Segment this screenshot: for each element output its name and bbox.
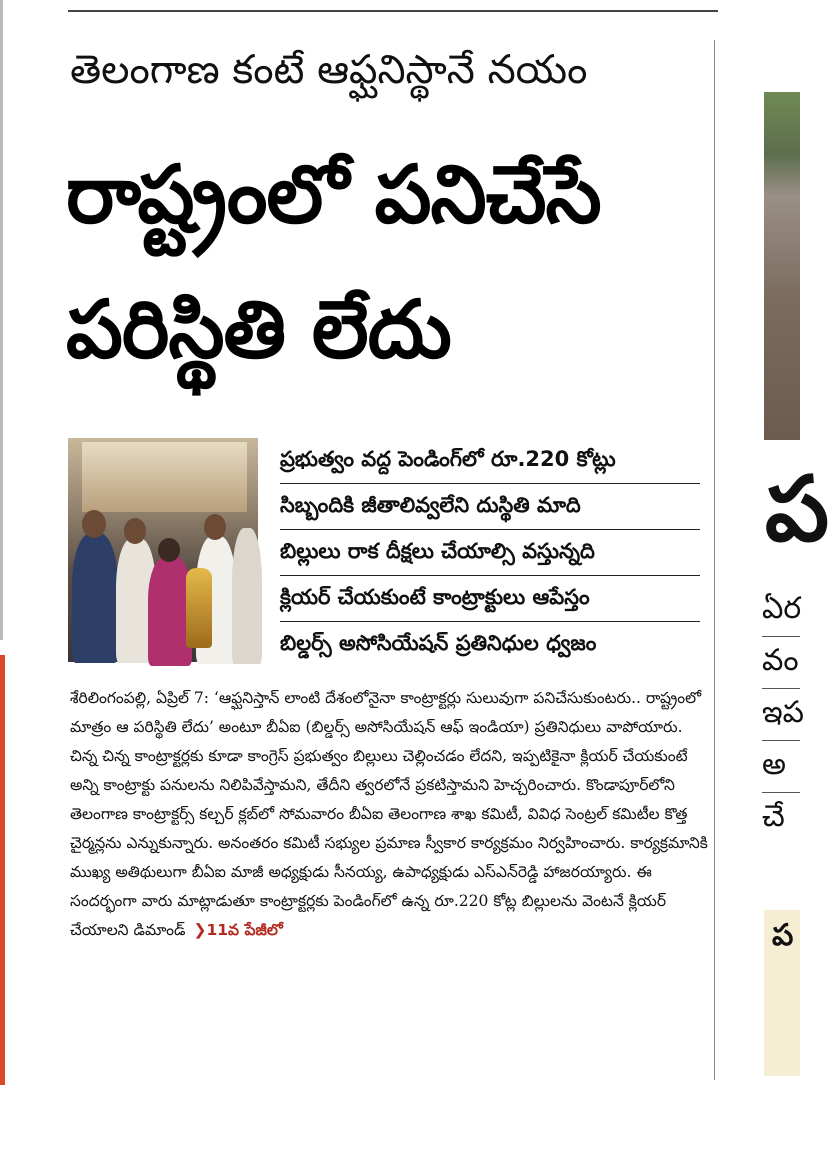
highlight-line: బిల్లులు రాక దీక్షలు చేయాల్సి వస్తున్నది	[280, 530, 700, 576]
person-figure	[232, 528, 262, 664]
adjacent-boxed-text	[764, 910, 800, 1076]
event-banner	[82, 442, 247, 512]
person-head	[82, 510, 106, 538]
left-accent-strip	[0, 655, 5, 1085]
person-head	[124, 518, 146, 544]
adjacent-highlights	[762, 585, 804, 844]
article-text: శేరిలింగంపల్లి, ఏప్రిల్ 7: ‘ఆఫ్ఘనిస్తాన్ లాంటి దేశంలోనైనా కాంట్రాక్టర్లు సులువుగా పనిచేసుకుంటరు.. రాష్ట్రంలో మాత్రం ఆ పరిస్థితి లేదు’ అంటూ బీఏఐ (బిల్డర్స్ అసోసియేషన్ ఆఫ్ ఇండియా) ప్రతినిధులు వాపోయారు. చిన్న చిన్న కాంట్రాక్టర్లకు కూడా కాంగ్రెస్ ప్రభుత్వం బిల్లులు చెల్లించడం లేదని, ఇప్పటికైనా క్లియర్ చేయకుంటే అన్ని కాంట్రాక్టు పనులను నిలిపివేస్తామని, తేదీని త్వరలోనే ప్రకటిస్తామని హెచ్చరించారు. కొండాపూర్‌లోని తెలంగాణ కాంట్రాక్టర్స్ కల్చర్ క్లబ్‌లో సోమవారం బీఏఐ తెలంగాణ శాఖ కమిటీ, వివిధ సెంట్రల్ కమిటీల కొత్త చైర్మన్లను ఎన్నుకున్నారు. అనంతరం కమిటీ సభ్యుల ప్రమాణ స్వీకార కార్యక్రమం నిర్వహించారు. కార్యక్రమానికి ముఖ్య అతిథులుగా బీఏఐ మాజీ అధ్యక్షుడు సీనయ్య, ఉపాధ్యక్షుడు ఎస్ఎన్‌రెడ్డి హాజరయ్యారు. ఈ సందర్భంగా వారు మాట్లాడుతూ కాంట్రాక్టర్లకు పెండింగ్‌లో ఉన్న రూ.220 కోట్ల బిల్లులను వెంటనే క్లియర్ చేయాలని డిమాండ్	[70, 689, 708, 939]
column-divider	[714, 40, 715, 1080]
adjacent-line: ఇప	[762, 689, 800, 741]
person-head	[204, 514, 226, 540]
kicker-headline: తెలంగాణ కంటే ఆఫ్ఘనిస్థానే నయం	[70, 47, 588, 93]
event-photo	[68, 438, 258, 662]
main-headline-line-1: రాష్ట్రంలో పనిచేసే	[66, 148, 601, 241]
continued-on-page-link[interactable]: ❯11వ పేజీలో	[193, 921, 283, 939]
main-headline-line-2: పరిస్థితి లేదు	[66, 283, 451, 376]
adjacent-line: వం	[762, 637, 800, 689]
adjacent-article-photo	[764, 92, 800, 440]
highlight-line: బిల్డర్స్ అసోసియేషన్ ప్రతినిధుల ధ్వజం	[280, 631, 597, 655]
left-margin-edge	[0, 0, 3, 640]
highlight-line: ప్రభుత్వం వద్ద పెండింగ్‌లో రూ.220 కోట్లు	[280, 438, 700, 484]
adjacent-headline-fragment: ప	[765, 457, 829, 562]
highlight-line: క్లియర్ చేయకుంటే కాంట్రాక్టులు ఆపేస్తం	[280, 576, 700, 622]
top-rule	[68, 10, 718, 12]
article-body	[70, 684, 710, 945]
highlight-line: సిబ్బందికి జీతాలివ్వలేని దుస్థితి మాది	[280, 484, 700, 530]
person-figure	[72, 533, 118, 663]
adjacent-line: ఏర	[762, 585, 800, 637]
adjacent-line: అ	[762, 741, 800, 793]
highlights-box	[280, 438, 700, 667]
adjacent-line: చే	[762, 799, 785, 834]
adjacent-box-glyph: ప	[772, 918, 794, 953]
person-head	[158, 538, 180, 562]
trophy-icon	[186, 568, 212, 648]
